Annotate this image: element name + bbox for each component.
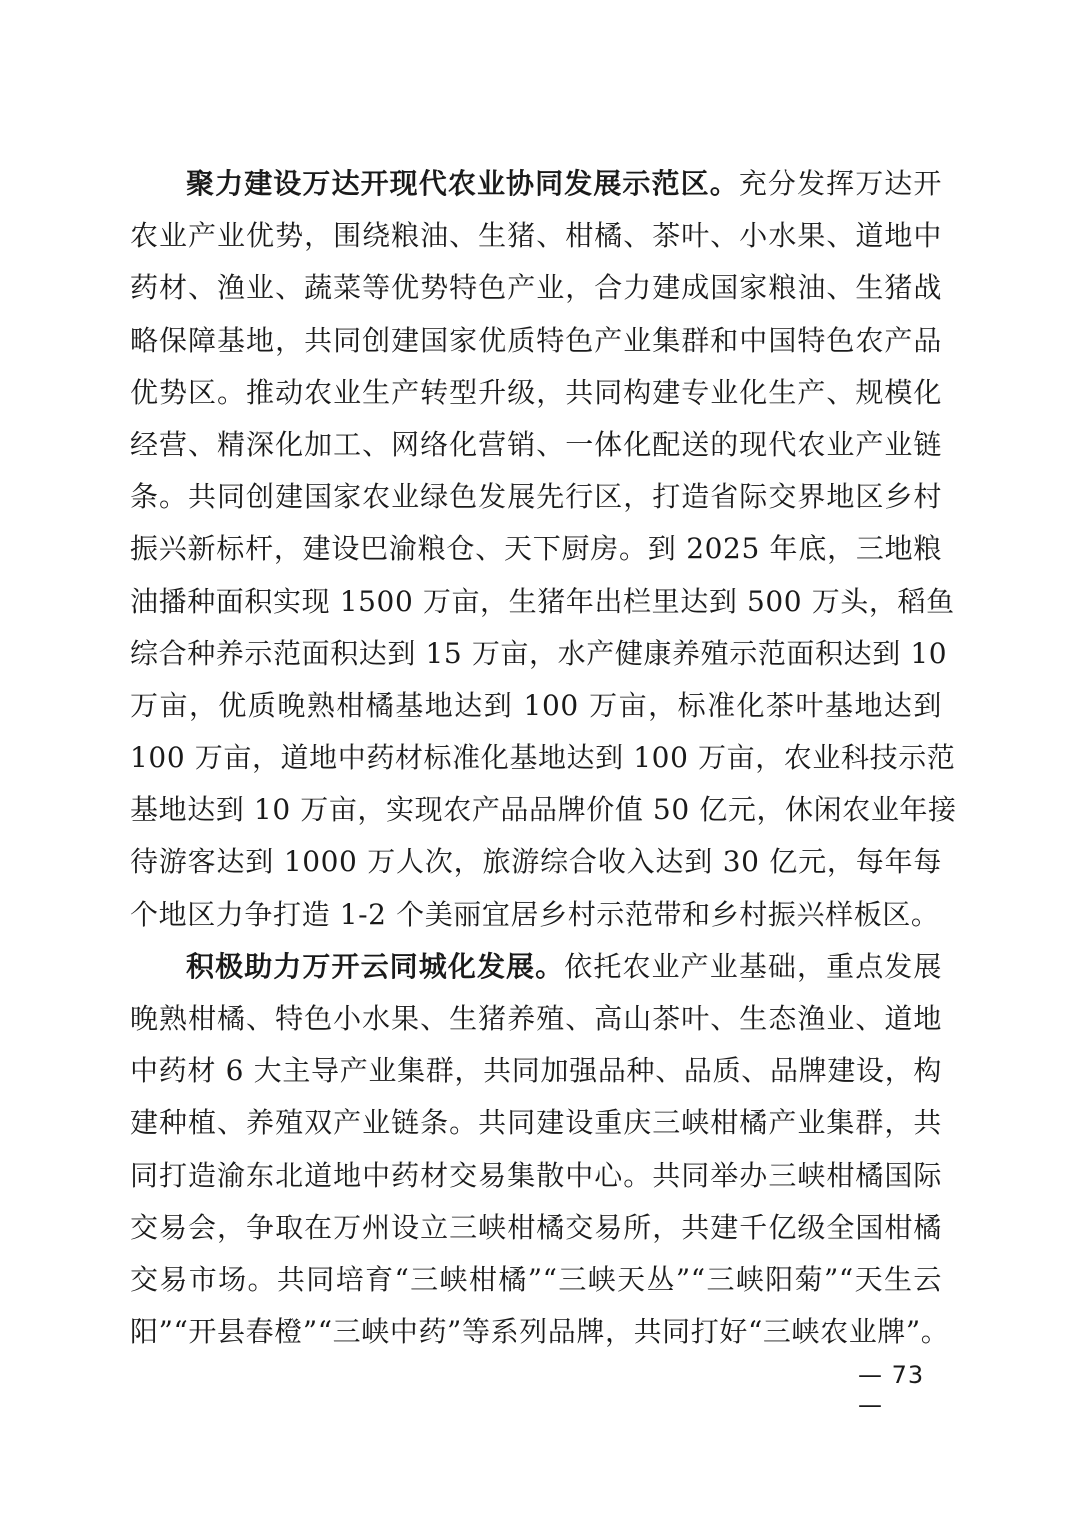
paragraph-heading: 聚力建设万达开现代农业协同发展示范区。 — [186, 167, 739, 200]
text-line: 同打造渝东北道地中药材交易集散中心。共同举办三峡柑橘国际 — [130, 1158, 942, 1192]
paragraph-first-line — [130, 158, 942, 210]
text-line: 综合种养示范面积达到 15 万亩，水产健康养殖示范面积达到 10 — [130, 636, 948, 670]
page-number: — 73 — — [858, 1361, 925, 1419]
text-line: 优势区。推动农业生产转型升级，共同构建专业化生产、规模化 — [130, 375, 942, 409]
document-body — [130, 158, 957, 1358]
text-line: 万亩，优质晚熟柑橘基地达到 100 万亩，标准化茶叶基地达到 — [130, 688, 942, 722]
paragraph-first-line — [130, 941, 942, 993]
text-line: 经营、精深化加工、网络化营销、一体化配送的现代农业产业链 — [130, 427, 942, 461]
text-line: 农业产业优势，围绕粮油、生猪、柑橘、茶叶、小水果、道地中 — [130, 219, 942, 253]
text-line: 个地区力争打造 1-2 个美丽宜居乡村示范带和乡村振兴样板区。 — [130, 897, 940, 931]
text-line: 100 万亩，道地中药材标准化基地达到 100 万亩，农业科技示范 — [130, 741, 956, 775]
text-line: 阳”“开县春橙”“三峡中药”等系列品牌，共同打好“三峡农业牌”。 — [130, 1315, 950, 1349]
text-line: 交易市场。共同培育“三峡柑橘”“三峡天丛”“三峡阳菊”“天生云 — [130, 1262, 942, 1296]
text-line: 条。共同创建国家农业绿色发展先行区，打造省际交界地区乡村 — [130, 480, 942, 514]
paragraph-modern-agriculture — [130, 158, 957, 941]
text-line: 药材、渔业、蔬菜等优势特色产业，合力建成国家粮油、生猪战 — [130, 271, 942, 305]
text-line: 晚熟柑橘、特色小水果、生猪养殖、高山茶叶、生态渔业、道地 — [130, 1002, 942, 1035]
text-line: 交易会，争取在万州设立三峡柑橘交易所，共建千亿级全国柑橘 — [130, 1210, 942, 1244]
body-text: 依托农业产业基础，重点发展 — [564, 949, 942, 983]
text-line: 略保障基地，共同创建国家优质特色产业集群和中国特色农产品 — [130, 323, 942, 357]
text-line: 油播种面积实现 1500 万亩，生猪年出栏里达到 500 万头，稻鱼 — [130, 584, 955, 618]
text-line: 中药材 6 大主导产业集群，共同加强品种、品质、品牌建设，构 — [130, 1054, 942, 1088]
paragraph-heading: 积极助力万开云同城化发展。 — [186, 949, 565, 983]
text-line: 基地达到 10 万亩，实现农产品品牌价值 50 亿元，休闲农业年接 — [130, 793, 957, 827]
body-text: 充分发挥万达开 — [738, 167, 943, 200]
text-line: 建种植、养殖双产业链条。共同建设重庆三峡柑橘产业集群，共 — [130, 1106, 942, 1140]
text-line: 待游客达到 1000 万人次，旅游综合收入达到 30 亿元，每年每 — [130, 845, 942, 879]
text-line: 振兴新标杆，建设巴渝粮仓、天下厨房。到 2025 年底，三地粮 — [130, 532, 942, 566]
paragraph-wan-kai-yun — [130, 941, 950, 1359]
